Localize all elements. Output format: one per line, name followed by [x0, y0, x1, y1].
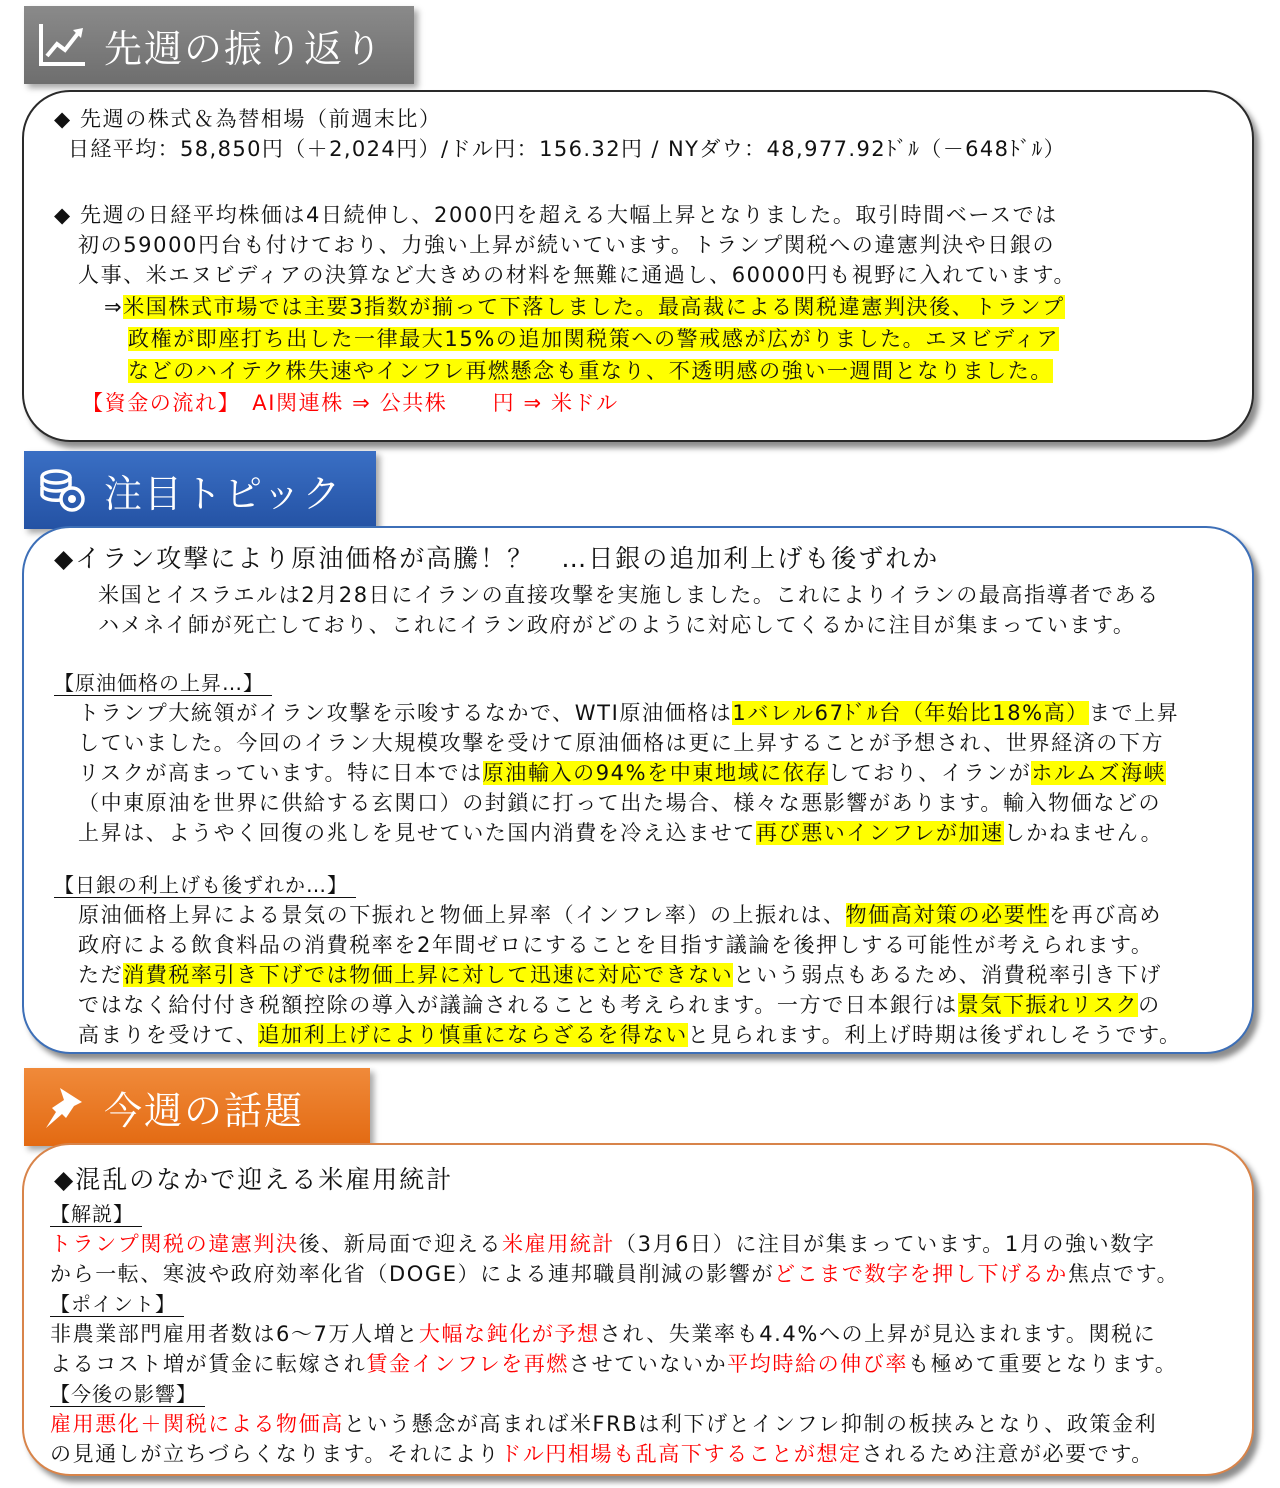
us-market-line-1	[104, 292, 1065, 322]
boj-line-1: 原油価格上昇による景気の下振れと物価上昇率（インフレ率）の上振れは、物価高対策の必要性を再び高め	[78, 903, 1162, 927]
boj-line-5: 高まりを受けて、追加利上げにより慎重にならざるを得ないと見られます。利上げ時期は後ずれしそうです。	[78, 1023, 1182, 1047]
point-line-2: よるコスト増が賃金に転嫁され賃金インフレを再燃させていないか平均時給の伸び率も極めて重要となります。	[50, 1352, 1178, 1376]
review-panel	[22, 90, 1254, 442]
topic-headline: ◆イラン攻撃により原油価格が高騰！？ …日銀の追加利上げも後ずれか	[54, 544, 940, 573]
oil-line-3: リスクが高まっています。特に日本では原油輸入の94%を中東地域に依存しており、イランがホルムズ海峡	[78, 761, 1167, 785]
week-panel	[22, 1143, 1254, 1476]
explain-line-2: から一転、寒波や政府効率化省（DOGE）による連邦職員削減の影響がどこまで数字を押し下げるか焦点です。	[50, 1262, 1180, 1286]
boj-line-4: ではなく給付付き税額控除の導入が議論されることも考えられます。一方で日本銀行は景気下振れリスクの	[78, 993, 1161, 1017]
us-market-line-3: などのハイテク株失速やインフレ再燃懸念も重なり、不透明感の強い一週間となりました。	[128, 359, 1053, 383]
oil-line-1: トランプ大統領がイラン攻撃を示唆するなかで、WTI原油価格は1バレル67ﾄﾞﾙ台（年始比18%高）まで上昇	[78, 701, 1180, 725]
nikkei-text-3: 人事、米エヌビディアの決算など大きめの材料を無難に通過し、60000円も視野に入れています。	[78, 263, 1077, 287]
intro-text-1: 米国とイスラエルは2月28日にイランの直接攻撃を実施しました。これによりイランの最高指導者である	[98, 583, 1160, 607]
section-title: 今週の話題	[104, 1088, 305, 1133]
pushpin-icon	[34, 1081, 90, 1133]
subheading-oil: 【原油価格の上昇…】	[54, 668, 272, 698]
impact-line-2: の見通しが立ちづらくなります。それによりドル円相場も乱高下することが想定されるため注意が必要です。	[50, 1442, 1154, 1466]
topic-panel	[22, 526, 1254, 1054]
oil-line-4: （中東原油を世界に供給する玄関口）の封鎖に打って出た場合、様々な悪影響があります。輸入物価などの	[78, 791, 1162, 815]
intro-text-2: ハメネイ師が死亡しており、これにイラン政府がどのように対応してくるかに注目が集まっています。	[98, 613, 1136, 637]
us-market-line-2: 政権が即座打ち出した一律最大15%の追加関税策への警戒感が広がりました。エヌビディア	[128, 327, 1060, 351]
oil-line-5: 上昇は、ようやく回復の兆しを見せていた国内消費を冷え込ませて再び悪いインフレが加速しかねません。	[78, 821, 1164, 845]
section-tab-week	[24, 1068, 370, 1146]
market-summary: 日経平均：58,850円（＋2,024円）/ドル円：156.32円 / NYダウ：48,977.92ﾄﾞﾙ（－648ﾄﾞﾙ）	[68, 137, 1067, 161]
coins-icon	[34, 464, 90, 516]
fund-flow: 【資金の流れ】 AI関連株 ⇒ 公共株 円 ⇒ 米ドル	[82, 391, 619, 415]
subheading-point: 【ポイント】	[50, 1289, 184, 1319]
subheading-impact: 【今後の影響】	[50, 1379, 205, 1409]
boj-line-3: ただ消費税率引き下げでは物価上昇に対して迅速に対応できないという弱点もあるため、消費税率引き下げ	[78, 963, 1162, 987]
boj-line-2: 政府による飲食料品の消費税率を2年間ゼロにすることを目指す議論を後押しする可能性が考えられます。	[78, 933, 1154, 957]
section-title: 先週の振り返り	[104, 26, 385, 71]
trend-chart-icon	[34, 19, 90, 71]
section-tab-review	[24, 6, 414, 84]
arrow-mark: ⇒	[104, 295, 124, 319]
impact-line-1: 雇用悪化＋関税による物価高という懸念が高まれば米FRBは利下げとインフレ抑制の板挟みとなり、政策金利	[50, 1412, 1158, 1436]
oil-line-2: していました。今回のイラン大規模攻撃を受けて原油価格は更に上昇することが予想され、世界経済の下方	[78, 731, 1165, 755]
explain-line-1: トランプ関税の違憲判決後、新局面で迎える米雇用統計（3月6日）に注目が集まっています。1月の強い数字	[50, 1232, 1156, 1256]
nikkei-text-1: ◆ 先週の日経平均株価は4日続伸し、2000円を超える大幅上昇となりました。取引時間ベースでは	[54, 203, 1058, 227]
nikkei-text-2: 初の59000円台も付けており、力強い上昇が続いています。トランプ関税への違憲判決や日銀の	[78, 233, 1056, 257]
subheading-explain: 【解説】	[50, 1199, 142, 1229]
subheading-boj: 【日銀の利上げも後ずれか…】	[54, 870, 356, 900]
point-line-1: 非農業部門雇用者数は6～7万人増と大幅な鈍化が予想され、失業率も4.4%への上昇が見込まれます。関税に	[50, 1322, 1157, 1346]
us-market-text: 米国株式市場では主要3指数が揃って下落しました。最高裁による関税違憲判決後、トランプ	[123, 295, 1065, 319]
market-heading: ◆ 先週の株式＆為替相場（前週末比）	[54, 107, 442, 131]
section-tab-topic	[24, 451, 376, 529]
section-title: 注目トピック	[104, 471, 343, 516]
week-headline: ◆混乱のなかで迎える米雇用統計	[54, 1165, 454, 1194]
